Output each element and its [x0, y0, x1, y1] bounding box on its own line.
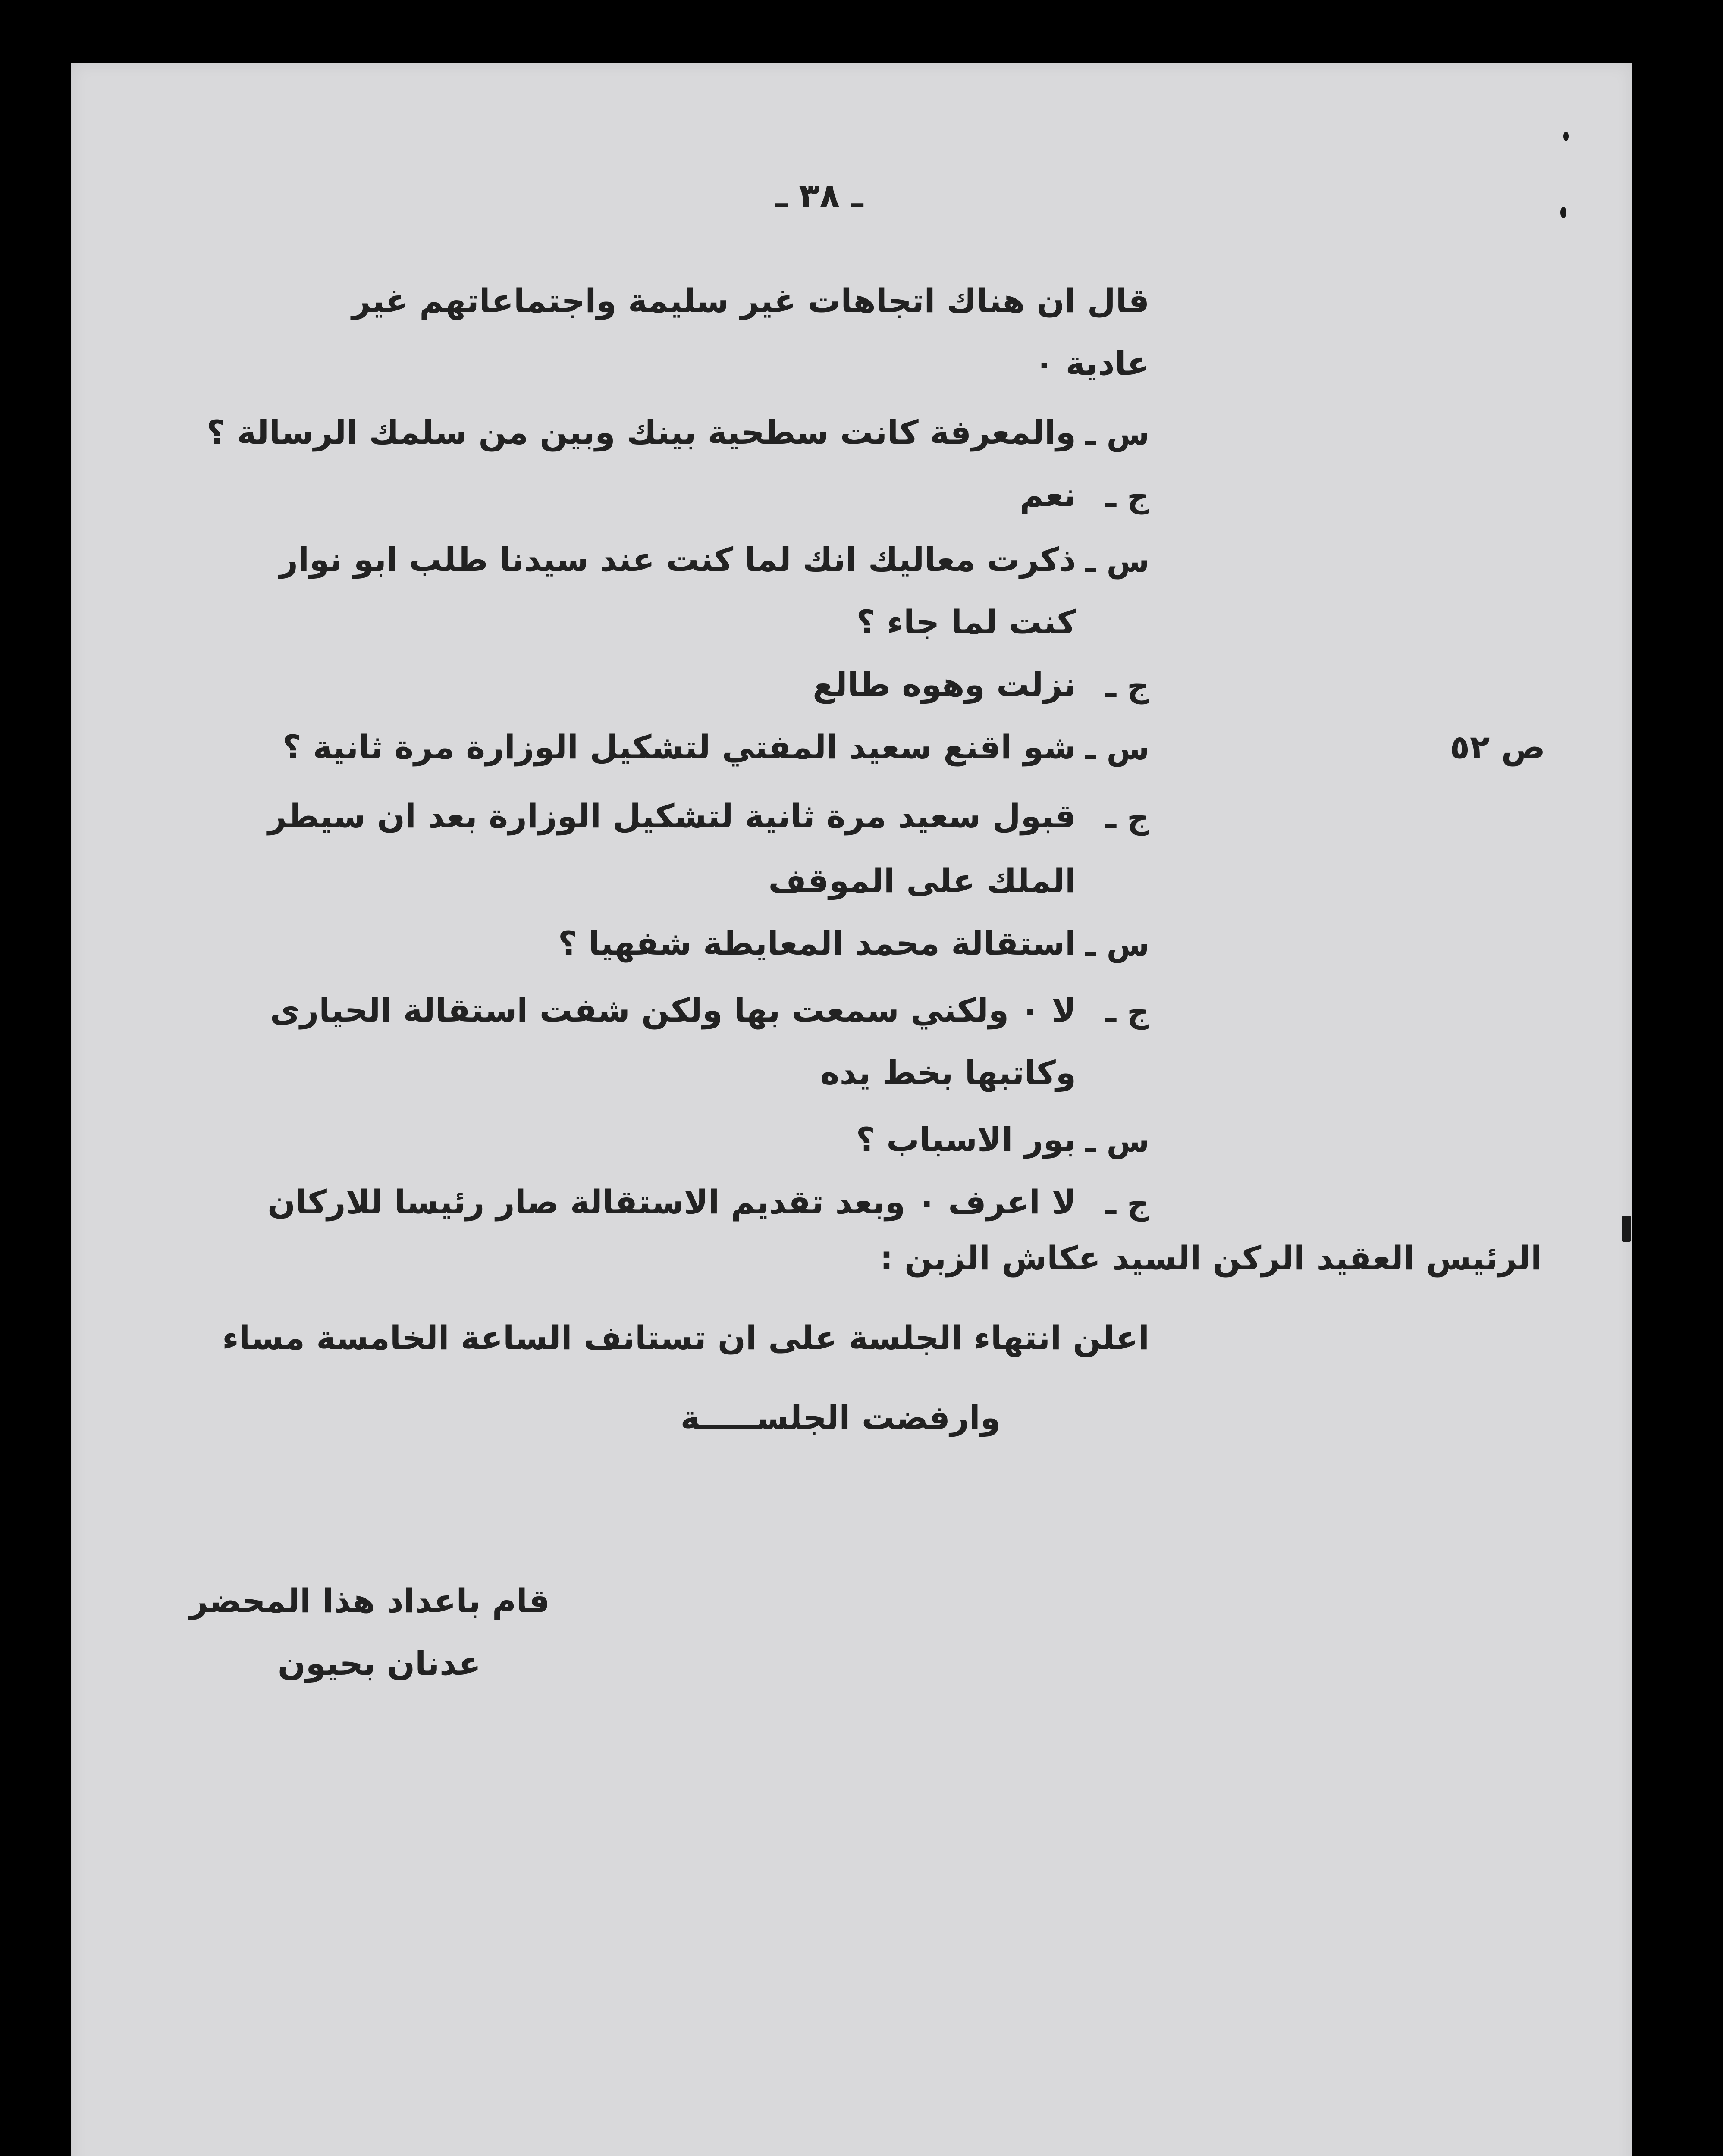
answer-line-continued: وكاتبها بخط يده [820, 1053, 1076, 1092]
question-marker: س ـ [1085, 730, 1149, 767]
closing-line: اعلن انتهاء الجلسة على ان تستانف الساعة الخامسة مساء [222, 1319, 1149, 1357]
prepared-by-name: عدنان بحيون [277, 1644, 481, 1683]
question-marker: س ـ [1085, 927, 1149, 963]
answer-line: نعم [1019, 476, 1076, 514]
page-number: ـ ٣٨ ـ [775, 177, 863, 216]
question-line: ذكرت معاليك انك لما كنت عند سيدنا طلب ابو نوار [279, 540, 1076, 579]
margin-note: ص ٥٢ [1450, 728, 1545, 766]
edge-mark [1563, 132, 1569, 141]
body-line: عادية ٠ [1034, 344, 1149, 382]
question-line: شو اقنع سعيد المفتي لتشكيل الوزارة مرة ثانية ؟ [282, 728, 1076, 766]
answer-marker: ج ـ [1105, 668, 1149, 704]
adjourn-line: وارفضت الجلســـــة [680, 1398, 1001, 1437]
edge-mark [1560, 207, 1566, 218]
question-marker: س ـ [1085, 416, 1149, 452]
body-line: قال ان هناك اتجاهات غير سليمة واجتماعاتهم غير [352, 282, 1149, 320]
answer-line-continued: الملك على الموقف [768, 862, 1076, 900]
answer-marker: ج ـ [1105, 799, 1149, 836]
answer-line: لا اعرف ٠ وبعد تقديم الاستقالة صار رئيسا للاركان [267, 1183, 1076, 1221]
question-line: استقالة محمد المعايطة شفهيا ؟ [558, 924, 1076, 962]
answer-line: لا ٠ ولكني سمعت بها ولكن شفت استقالة الحيارى [270, 991, 1076, 1029]
question-marker: س ـ [1085, 543, 1149, 579]
document-page [71, 63, 1632, 2156]
answer-marker: ج ـ [1105, 478, 1149, 514]
president-line: الرئيس العقيد الركن السيد عكاش الزبن : [880, 1239, 1542, 1277]
edge-mark [1622, 1216, 1631, 1242]
answer-marker: ج ـ [1105, 993, 1149, 1030]
question-marker: س ـ [1085, 1123, 1149, 1159]
answer-line: نزلت وهوه طالع [813, 665, 1076, 704]
answer-line: قبول سعيد مرة ثانية لتشكيل الوزارة بعد ان سيطر [267, 797, 1076, 835]
prepared-by-label: قام باعداد هذا المحضر [189, 1582, 550, 1620]
question-line: بور الاسباب ؟ [856, 1120, 1076, 1159]
answer-marker: ج ـ [1105, 1185, 1149, 1222]
question-line: والمعرفة كانت سطحية بينك وبين من سلمك الرسالة ؟ [206, 413, 1076, 451]
question-line-continued: كنت لما جاء ؟ [856, 603, 1076, 641]
